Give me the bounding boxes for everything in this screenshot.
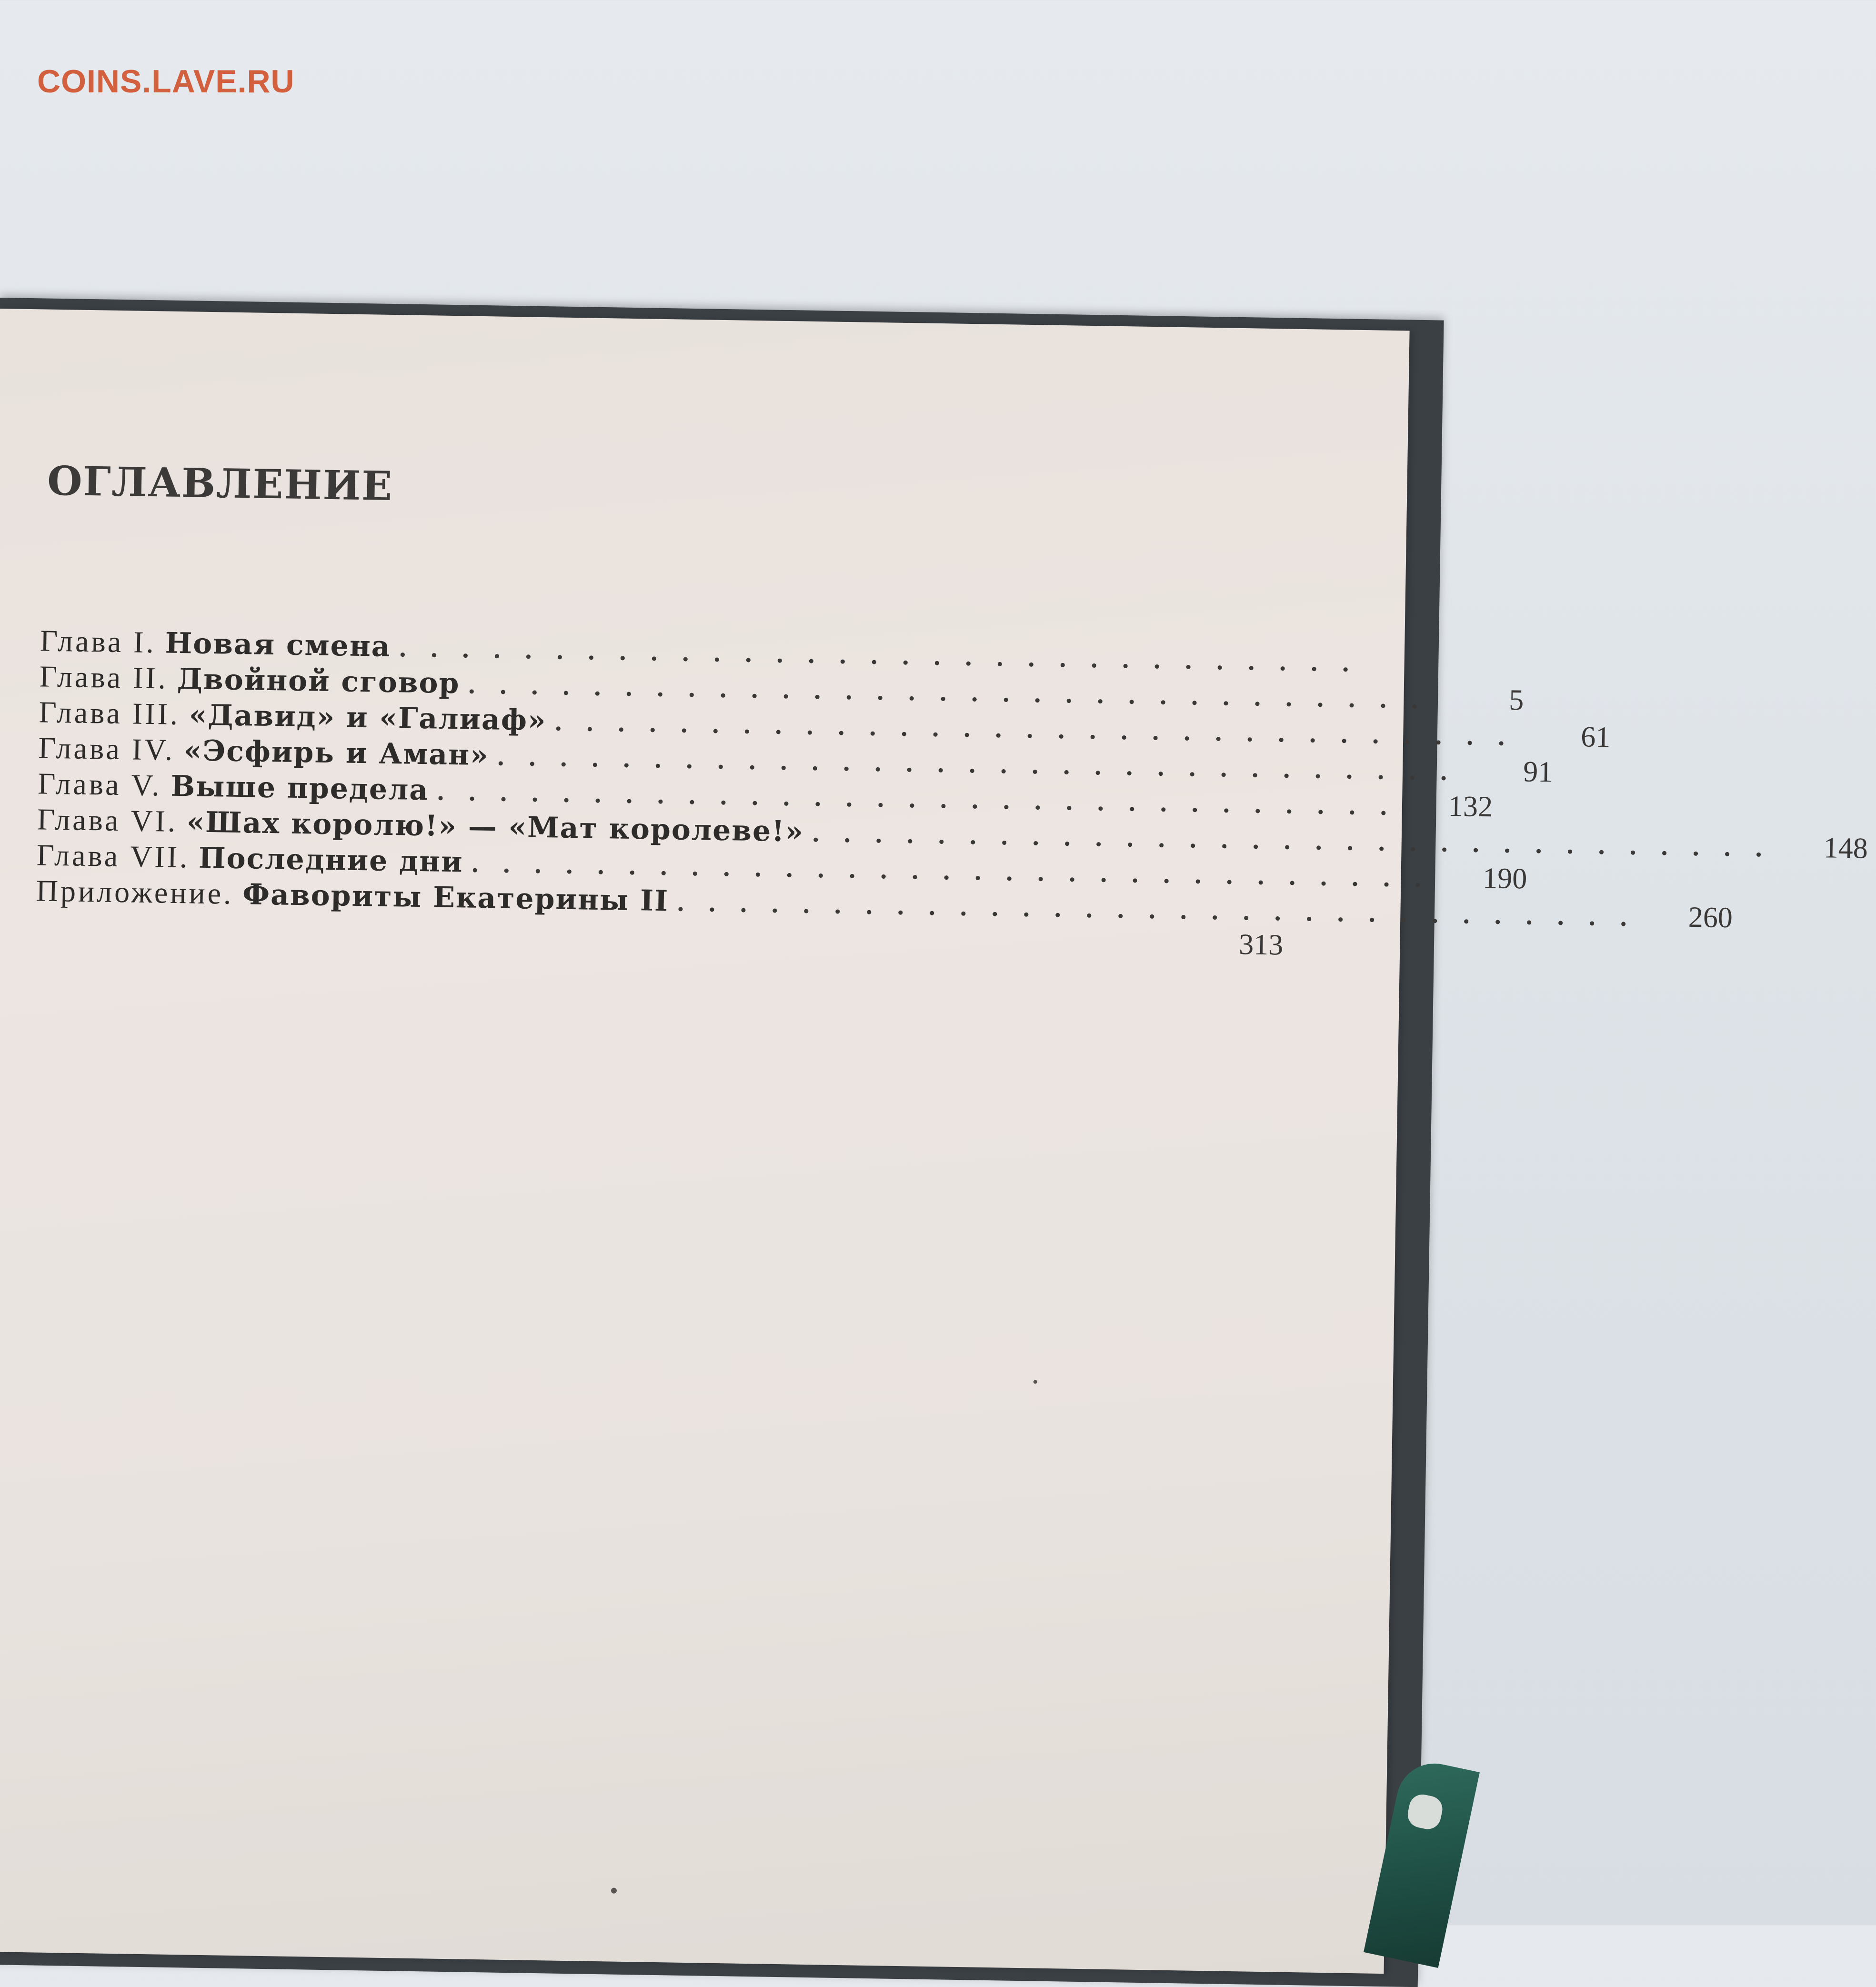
toc-entry-page: 132 [1448,790,1493,823]
paper-speck [611,1888,617,1894]
toc-entry-title: «Давид» и «Галиаф» [189,698,547,738]
toc-leader-dots: ............................... [677,887,1652,933]
toc-entry-page: 260 [1688,901,1733,934]
page-content [35,457,1868,964]
toc-entry-title: «Эсфирь и Аман» [183,734,490,773]
watermark-text: COINS.LAVE.RU [37,63,295,100]
toc-entry-prefix: Глава VI. [37,802,178,838]
toc-entry-title: Новая смена [165,626,391,663]
toc-entry-page: 91 [1523,755,1553,789]
toc-entry-label [36,837,463,879]
toc-entry-page: 148 [1823,832,1868,865]
toc-leader-dots: ............................... [812,818,1787,863]
toc-entry-title: Выше предела [171,769,429,807]
toc-leader-dots: ............................... [555,707,1530,752]
toc-entry-label [38,730,489,773]
toc-entry-label [40,623,391,664]
toc-leader-dots: ............................... [399,633,1374,678]
toc-entry-label [39,659,460,701]
toc-entry-page: 313 [1238,928,1284,962]
toc-entry-prefix: Глава V. [37,766,162,803]
toc-entry-prefix: Глава VII. [36,838,190,874]
toc-leader-dots: ............................... [437,776,1412,822]
paper-speck [1033,1380,1037,1384]
toc-leader-dots: ............................... [472,848,1446,893]
toc-entry-prefix: Глава III. [39,695,181,732]
toc-entry-title: «Шах королю!» — «Мат королеве!» [186,805,804,849]
toc-title: ОГЛАВЛЕНИЕ [47,457,393,510]
toc-entry-page: 61 [1580,721,1611,754]
toc-entry-label [38,766,429,807]
toc-list [35,623,1868,964]
toc-entry-title: Фавориты Екатерины II [242,878,669,918]
toc-entry-prefix: Глава IV. [38,731,175,767]
toc-leader-dots: ............................... [468,670,1443,715]
book-page [0,309,1868,1974]
toc-entry-title: Двойной сговор [177,662,461,701]
toc-entry-prefix: Глава II. [39,659,169,695]
toc-entry-page: 190 [1482,862,1527,895]
toc-entry-title: Последние дни [198,841,464,879]
toc-leader-dots: ............................... [497,742,1472,787]
toc-entry-prefix: Глава I. [40,623,157,660]
toc-entry-page: 5 [1508,683,1524,717]
toc-entry-prefix: Приложение. [36,873,234,911]
